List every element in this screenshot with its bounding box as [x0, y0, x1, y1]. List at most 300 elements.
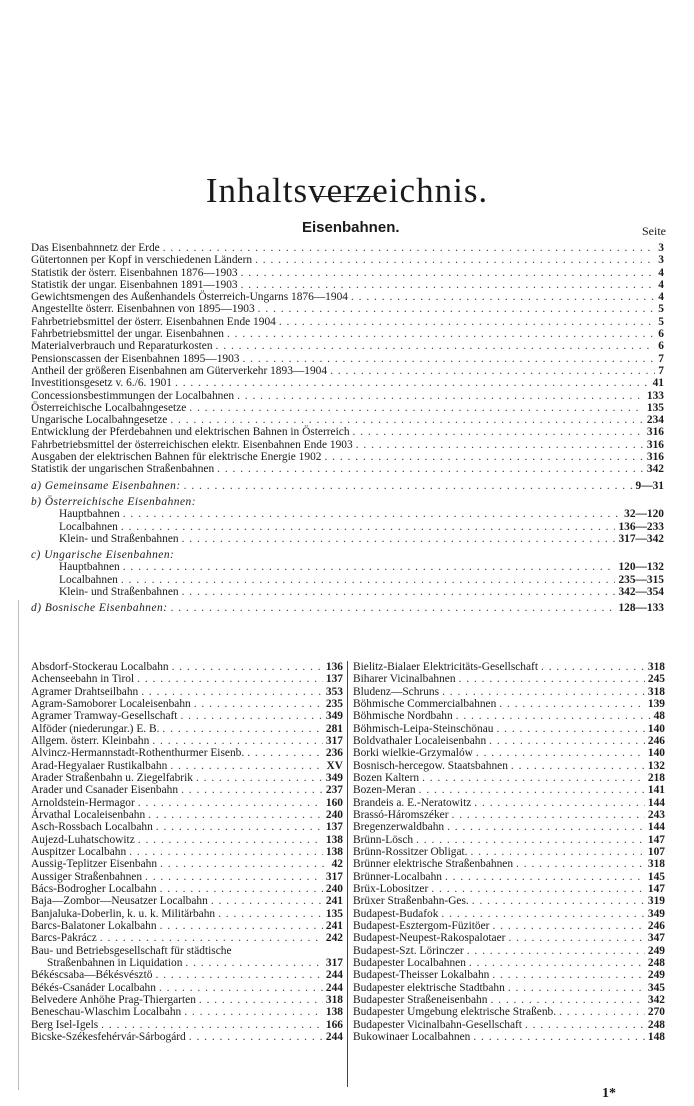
entry-page: 281 — [325, 722, 343, 735]
leader-dots — [181, 784, 323, 796]
entry-page: 141 — [647, 784, 665, 797]
entry-page: 5 — [658, 315, 664, 328]
entry-page: XV — [326, 759, 343, 772]
toc-entry[interactable] — [31, 574, 664, 586]
entry-page: 316 — [646, 426, 664, 439]
toc-entry[interactable] — [31, 994, 343, 1006]
leader-dots — [175, 377, 650, 389]
toc-entry[interactable] — [31, 365, 664, 377]
entry-title: Statistik der ungarischen Straßenbahnen — [31, 463, 215, 476]
leader-dots — [129, 846, 323, 858]
toc-entry[interactable] — [31, 267, 664, 279]
entry-page: 240 — [325, 882, 343, 895]
toc-entry[interactable] — [31, 328, 664, 340]
toc-entry[interactable] — [31, 508, 664, 520]
leader-dots — [170, 760, 323, 772]
entry-title: Brünn-Rossitzer Obligat. — [353, 845, 468, 858]
group-heading[interactable] — [31, 602, 664, 614]
leader-dots — [160, 883, 323, 895]
entry-title: Hauptbahnen — [59, 561, 120, 574]
entry-title: Budapest-Budafok — [353, 907, 439, 920]
toc-entry[interactable] — [31, 846, 343, 858]
entry-title: Arader Straßenbahn u. Ziegelfabrik — [31, 771, 193, 784]
entry-page: 316 — [646, 451, 664, 464]
toc-entry[interactable] — [353, 698, 665, 710]
toc-entry[interactable] — [31, 586, 664, 598]
entry-title: Bicske-Székesfehérvár-Sárbogárd — [31, 1030, 186, 1043]
toc-entry[interactable] — [31, 533, 664, 545]
entry-page: 4 — [658, 278, 664, 291]
entry-title: Klein- und Straßenbahnen — [59, 532, 179, 545]
toc-entry[interactable] — [353, 661, 665, 673]
entry-page: 244 — [325, 969, 343, 982]
group-heading[interactable] — [31, 480, 664, 492]
entry-page: 342—354 — [618, 586, 664, 599]
entry-title: Angestellte österr. Eisenbahnen von 1895—1903 — [31, 303, 255, 316]
leader-dots — [237, 390, 644, 402]
toc-entry[interactable] — [353, 969, 665, 981]
toc-entry[interactable] — [31, 760, 343, 772]
entry-page: 120—132 — [618, 561, 664, 574]
toc-entry[interactable] — [31, 303, 664, 315]
entry-title: Auspitzer Localbahn — [31, 845, 127, 858]
index-left-column — [31, 661, 343, 1043]
group-pages: 128—133 — [618, 602, 664, 615]
leader-dots — [160, 920, 323, 932]
entry-title: Hauptbahnen — [59, 508, 120, 521]
leader-dots — [447, 821, 645, 833]
entry-page: 349 — [647, 907, 665, 920]
leader-dots — [241, 267, 656, 279]
entry-title: Berg Isel-Igels — [31, 1018, 99, 1031]
entry-title: Fahrbetriebsmittel der ungar. Eisenbahnen — [31, 328, 224, 341]
entry-page: 4 — [658, 266, 664, 279]
entry-page: 148 — [647, 1030, 665, 1043]
toc-entry[interactable] — [31, 254, 664, 266]
toc-entry[interactable] — [31, 451, 664, 463]
leader-dots — [199, 994, 323, 1006]
entry-page: 318 — [325, 993, 343, 1006]
leader-dots — [508, 932, 644, 944]
entry-title: Budapest-Esztergom-Füzitöer — [353, 919, 490, 932]
entry-title: Achenseebahn in Tirol — [31, 673, 135, 686]
entry-page: 136 — [325, 661, 343, 673]
toc-entry[interactable] — [353, 673, 665, 685]
entry-page: 7 — [658, 352, 664, 365]
column-divider — [347, 661, 348, 1087]
entry-title: Bozen Kaltern — [353, 771, 420, 784]
entry-page: 241 — [325, 895, 343, 908]
toc-entry[interactable] — [353, 945, 665, 957]
toc-entry[interactable] — [31, 661, 343, 673]
entry-page: 317 — [325, 734, 343, 747]
leader-dots — [516, 858, 645, 870]
entry-page: 144 — [647, 796, 665, 809]
entry-title: Das Eisenbahnnetz der Erde — [31, 242, 160, 254]
entry-page: 4 — [658, 291, 664, 304]
toc-entry[interactable] — [353, 821, 665, 833]
entry-title: Brandeis a. E.-Neratowitz — [353, 796, 472, 809]
entry-page: 235—315 — [618, 573, 664, 586]
leader-dots — [419, 784, 645, 796]
entry-title: Aujezd-Luhatschowitz — [31, 833, 135, 846]
entry-title: Brünner elektrische Straßenbahnen — [353, 858, 514, 871]
toc-entry[interactable] — [31, 316, 664, 328]
toc-entry[interactable] — [31, 784, 343, 796]
leader-dots — [324, 451, 643, 463]
toc-entry[interactable] — [31, 340, 664, 352]
leader-dots — [138, 834, 323, 846]
leader-dots — [170, 414, 644, 426]
toc-entry[interactable] — [31, 439, 664, 451]
toc-entry[interactable] — [31, 723, 343, 735]
entry-page: 244 — [325, 1030, 343, 1043]
entry-page: 218 — [647, 771, 665, 784]
entry-title: Bosnisch-hercegow. Staatsbahnen — [353, 759, 508, 772]
toc-entry[interactable] — [353, 797, 665, 809]
entry-title: Allgem. österr. Kleinbahn — [31, 734, 150, 747]
toc-entry[interactable] — [353, 772, 665, 784]
toc-entry[interactable] — [353, 920, 665, 932]
entry-title: Brünn-Lösch — [353, 833, 414, 846]
entry-title: Materialverbrauch und Reparaturkosten — [31, 340, 213, 353]
toc-entry[interactable] — [353, 747, 665, 759]
entry-title: Budapester Straßeneisenbahn — [353, 993, 488, 1006]
toc-entry[interactable] — [353, 723, 665, 735]
toc-entry[interactable] — [353, 1031, 665, 1043]
entry-title: Budapest-Neupest-Rakospalotaer — [353, 932, 506, 945]
entry-title: Investitionsgesetz v. 6./6. 1901 — [31, 377, 172, 390]
leader-dots — [467, 945, 645, 957]
toc-entry[interactable] — [31, 821, 343, 833]
entry-page: 140 — [647, 722, 665, 735]
toc-entry[interactable] — [31, 735, 343, 747]
entry-page: 138 — [325, 1006, 343, 1019]
general-contents — [31, 242, 664, 615]
toc-entry[interactable] — [31, 426, 664, 438]
leader-dots — [172, 661, 323, 673]
entry-page: 249 — [647, 969, 665, 982]
entry-title: Budapester Vicinalbahn-Gesellschaft — [353, 1018, 522, 1031]
entry-page: 318 — [647, 858, 665, 871]
entry-page: 6 — [658, 328, 664, 341]
entry-title: Bielitz-Bialaer Elektricitäts-Gesellschaft — [353, 661, 539, 673]
leader-dots — [416, 834, 645, 846]
leader-dots — [137, 673, 323, 685]
entry-title: Klein- und Straßenbahnen — [59, 586, 179, 599]
entry-page: 132 — [647, 759, 665, 772]
leader-dots — [445, 871, 645, 883]
entry-title: Localbahnen — [59, 573, 118, 586]
entry-page: 137 — [325, 673, 343, 686]
entry-page: 107 — [647, 845, 665, 858]
toc-entry[interactable] — [31, 710, 343, 722]
leader-dots — [492, 920, 644, 932]
group-pages: 9—31 — [635, 479, 664, 492]
leader-dots — [422, 772, 645, 784]
entry-page: 138 — [325, 845, 343, 858]
margin-line — [18, 600, 19, 1090]
toc-entry[interactable] — [353, 834, 665, 846]
entry-title: Österreichische Localbahngesetze — [31, 401, 187, 414]
toc-entry[interactable] — [353, 846, 665, 858]
leader-dots — [476, 747, 645, 759]
entry-page: 234 — [646, 414, 664, 427]
group-label: a) Gemeinsame Eisenbahnen: — [31, 479, 181, 492]
index-right-column — [353, 661, 665, 1043]
leader-dots — [489, 735, 645, 747]
toc-entry[interactable] — [31, 698, 343, 710]
entry-title: Arader und Csanader Eisenbahn — [31, 784, 179, 797]
toc-entry[interactable] — [31, 883, 343, 895]
toc-entry[interactable] — [353, 895, 665, 907]
entry-title: Entwicklung der Pferdebahnen und elektrischen Bahnen in Österreich — [31, 426, 350, 439]
leader-dots — [189, 402, 644, 414]
entry-title: Budapester elektrische Stadtbahn — [353, 981, 505, 994]
entry-page: 144 — [647, 821, 665, 834]
entry-title: Banjaluka-Doberlin, k. u. k. Militärbahn — [31, 907, 216, 920]
entry-title: Budapest-Theisser Lokalbahn — [353, 969, 490, 982]
entry-page: 160 — [325, 796, 343, 809]
entry-title: Ausgaben der elektrischen Bahnen für elektrische Energie 1902 — [31, 451, 322, 464]
toc-entry[interactable] — [353, 908, 665, 920]
entry-page: 235 — [325, 697, 343, 710]
entry-title: Böhmische Nordbahn — [353, 710, 453, 723]
toc-entry[interactable] — [31, 809, 343, 821]
entry-page: 133 — [646, 389, 664, 402]
leader-dots — [241, 279, 656, 291]
leader-dots — [138, 797, 323, 809]
leader-dots — [255, 254, 655, 266]
leader-dots — [442, 686, 645, 698]
leader-dots — [121, 521, 616, 533]
entry-title: Fahrbetriebsmittel der österreichischen elektr. Eisenbahnen Ende 1903 — [31, 438, 353, 451]
entry-page: 347 — [647, 932, 665, 945]
toc-entry[interactable] — [31, 932, 343, 944]
leader-dots — [182, 586, 616, 598]
toc-entry[interactable] — [31, 747, 343, 759]
entry-title: Agramer Tramway-Gesellschaft — [31, 710, 178, 723]
entry-title: Boldvathaler Localeisenbahn — [353, 734, 487, 747]
leader-dots — [247, 747, 323, 759]
toc-entry[interactable] — [31, 908, 343, 920]
toc-entry[interactable] — [353, 686, 665, 698]
entry-page: 241 — [325, 919, 343, 932]
toc-entry[interactable] — [31, 957, 343, 969]
entry-title: Árvathal Localeisenbahn — [31, 808, 146, 821]
entry-title: Pensionscassen der Eisenbahnen 1895—1903 — [31, 352, 240, 365]
leader-dots — [145, 871, 323, 883]
entry-title: Barcs-Balatoner Lokalbahn — [31, 919, 157, 932]
toc-entry[interactable] — [353, 710, 665, 722]
toc-entry[interactable] — [353, 957, 665, 969]
leader-dots — [474, 797, 645, 809]
entry-title: Agramer Drahtseilbahn — [31, 685, 139, 698]
entry-page: 147 — [647, 882, 665, 895]
leader-dots — [155, 969, 322, 981]
entry-page: 166 — [325, 1018, 343, 1031]
toc-entry[interactable] — [353, 932, 665, 944]
entry-page: 349 — [325, 771, 343, 784]
toc-entry[interactable] — [31, 686, 343, 698]
leader-dots — [159, 982, 323, 994]
entry-page: 145 — [647, 870, 665, 883]
toc-entry[interactable] — [31, 353, 664, 365]
toc-entry[interactable] — [31, 279, 664, 291]
entry-title: Borki wielkie-Grzymalów — [353, 747, 473, 760]
entry-page: 317 — [325, 956, 343, 969]
title-divider — [316, 196, 378, 197]
toc-entry[interactable] — [31, 291, 664, 303]
entry-title: Agram-Samoborer Localeisenbahn — [31, 697, 191, 710]
toc-entry[interactable] — [353, 994, 665, 1006]
toc-entry[interactable] — [353, 982, 665, 994]
toc-entry[interactable] — [31, 920, 343, 932]
leader-dots — [163, 242, 656, 254]
toc-entry[interactable] — [31, 797, 343, 809]
toc-entry[interactable] — [31, 463, 664, 475]
leader-dots — [141, 686, 323, 698]
leader-dots — [525, 1019, 645, 1031]
entry-page: 3 — [658, 254, 664, 267]
entry-page: 7 — [658, 364, 664, 377]
page-column-label: Seite — [642, 224, 666, 238]
toc-entry[interactable] — [31, 834, 343, 846]
toc-entry[interactable] — [31, 858, 343, 870]
entry-page: 42 — [331, 858, 343, 871]
entry-page: 245 — [647, 673, 665, 686]
leader-dots — [559, 1006, 645, 1018]
entry-title: Békéscsaba—Békésvésztö — [31, 969, 153, 982]
entry-page: 147 — [647, 833, 665, 846]
entry-page: 135 — [325, 907, 343, 920]
section-heading: Eisenbahnen. — [302, 219, 400, 236]
leader-dots — [196, 772, 323, 784]
leader-dots — [459, 673, 645, 685]
entry-page: 317 — [325, 870, 343, 883]
entry-title: Gütertonnen per Kopf in verschiedenen Ländern — [31, 254, 253, 267]
entry-title: Aussig-Teplitzer Eisenbahn — [31, 858, 158, 871]
toc-entry[interactable] — [353, 784, 665, 796]
group-heading[interactable] — [31, 549, 664, 561]
entry-title: Arnoldstein-Hermagor — [31, 796, 135, 809]
entry-title: Bludenz—Schruns — [353, 685, 440, 698]
entry-title: Beneschau-Wlaschim Localbahn — [31, 1006, 182, 1019]
toc-entry[interactable] — [31, 414, 664, 426]
leader-dots — [123, 561, 616, 573]
leader-dots — [171, 602, 616, 614]
entry-title: Budapester Localbahnen — [353, 956, 466, 969]
toc-entry[interactable] — [31, 1031, 343, 1043]
toc-entry[interactable] — [31, 242, 664, 254]
leader-dots — [160, 858, 329, 870]
leader-dots — [211, 895, 323, 907]
leader-dots — [242, 353, 655, 365]
toc-entry[interactable] — [31, 969, 343, 981]
leader-dots — [431, 883, 645, 895]
toc-entry[interactable] — [353, 809, 665, 821]
group-heading[interactable] — [31, 496, 664, 508]
entry-title: Straßenbahnen in Liquidation — [47, 956, 183, 969]
entry-page: 136—233 — [618, 520, 664, 533]
entry-title: Biharer Vicinalbahnen — [353, 673, 456, 686]
toc-entry[interactable] — [353, 883, 665, 895]
toc-entry[interactable] — [31, 402, 664, 414]
leader-dots — [356, 439, 644, 451]
toc-entry[interactable] — [31, 390, 664, 402]
entry-title: Böhmisch-Leipa-Steinschönau — [353, 722, 494, 735]
entry-title: Bregenzerwaldbahn — [353, 821, 445, 834]
toc-entry[interactable] — [31, 377, 664, 389]
leader-dots — [180, 710, 322, 722]
toc-entry[interactable] — [31, 1006, 343, 1018]
leader-dots — [472, 895, 645, 907]
page-number: 1* — [602, 1086, 616, 1101]
page-title: Inhaltsverzeichnis. — [205, 171, 489, 211]
entry-title: Gewichtsmengen des Außenhandels Österreich-Ungarns 1876—1904 — [31, 291, 348, 304]
toc-entry[interactable] — [31, 895, 343, 907]
leader-dots — [184, 1006, 323, 1018]
leader-dots — [511, 760, 645, 772]
leader-dots — [441, 908, 644, 920]
toc-entry[interactable] — [353, 760, 665, 772]
entry-page: 249 — [647, 944, 665, 957]
leader-dots — [162, 723, 322, 735]
toc-entry[interactable] — [31, 871, 343, 883]
entry-title: Brünner-Localbahn — [353, 870, 442, 883]
toc-entry[interactable] — [31, 772, 343, 784]
entry-title: Arad-Hegyalaer Rustikalbahn — [31, 759, 168, 772]
toc-entry[interactable] — [353, 858, 665, 870]
entry-title: Böhmische Commercialbahnen — [353, 697, 497, 710]
toc-entry[interactable] — [31, 521, 664, 533]
entry-title: Concessionsbestimmungen der Localbahnen — [31, 389, 235, 402]
toc-entry[interactable] — [31, 673, 343, 685]
entry-title: Asch-Rossbach Localbahn — [31, 821, 153, 834]
entry-title: Bukowinaer Localbahnen — [353, 1030, 471, 1043]
leader-dots — [456, 710, 651, 722]
toc-entry[interactable] — [353, 871, 665, 883]
leader-dots — [194, 698, 323, 710]
toc-entry[interactable] — [31, 945, 343, 957]
leader-dots — [217, 463, 644, 475]
entry-page: 6 — [658, 340, 664, 353]
entry-title: Budapest-Szt. Lörinczer — [353, 944, 464, 957]
toc-entry[interactable] — [353, 1006, 665, 1018]
toc-entry[interactable] — [31, 1019, 343, 1031]
toc-entry[interactable] — [353, 1019, 665, 1031]
entry-page: 244 — [325, 981, 343, 994]
leader-dots — [351, 291, 655, 303]
entry-page: 240 — [325, 808, 343, 821]
group-label: d) Bosnische Eisenbahnen: — [31, 602, 168, 615]
entry-page: 319 — [647, 895, 665, 908]
entry-title: Fahrbetriebsmittel der österr. Eisenbahnen Ende 1904 — [31, 315, 276, 328]
entry-page: 41 — [652, 377, 664, 390]
entry-title: Aussiger Straßenbahnen — [31, 870, 143, 883]
toc-entry[interactable] — [31, 561, 664, 573]
entry-title: Bozen-Meran — [353, 784, 416, 797]
leader-dots — [123, 508, 621, 520]
leader-dots — [330, 365, 655, 377]
toc-entry[interactable] — [31, 982, 343, 994]
toc-entry[interactable] — [353, 735, 665, 747]
entry-title: Bács-Bodrogher Localbahn — [31, 882, 157, 895]
entry-page: 236 — [325, 747, 343, 760]
leader-dots — [227, 328, 655, 340]
entry-page: 5 — [658, 303, 664, 316]
leader-dots — [101, 1019, 323, 1031]
